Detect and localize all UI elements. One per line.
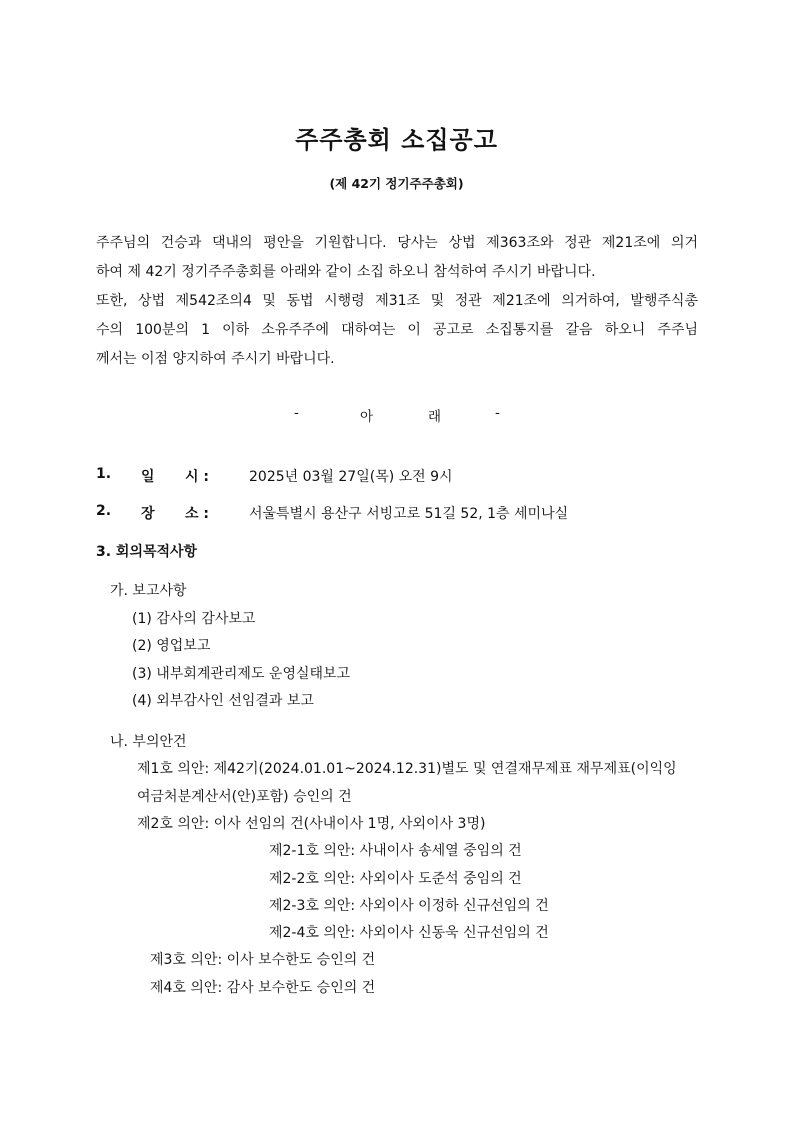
report-item: (2) 영업보고 [132, 638, 211, 654]
agenda-item-4: 제4호 의안: 감사 보수한도 승인의 건 [150, 980, 376, 996]
intro-line: 하여 제 42기 정기주주총회를 아래와 같이 소집 하오니 참석하여 주시기 바랍니다. [96, 264, 596, 280]
intro-line: 수의 100분의 1 이하 소유주주에 대하여는 이 공고로 소집통지를 갈음 하오니 주주님 [96, 322, 698, 338]
section-heading: 3. 회의목적사항 [96, 544, 198, 560]
item-label-part: 일 [141, 469, 155, 485]
intro-line: 께서는 이점 양지하여 주시기 바랍니다. [96, 351, 335, 367]
below-heading-dash-left: - [294, 405, 299, 421]
meeting-place: 서울특별시 용산구 서빙고로 51길 52, 1층 세미나실 [249, 506, 569, 522]
intro-paragraph [96, 229, 698, 374]
page-subtitle: (제 42기 정기주주총회) [329, 176, 464, 191]
agenda-sub-item: 제2-4호 의안: 사외이사 신동욱 신규선임의 건 [269, 925, 549, 941]
below-heading-char-1: 아 [360, 409, 374, 425]
reports-heading: 가. 보고사항 [110, 583, 187, 599]
page-title: 주주총회 소집공고 [295, 126, 498, 154]
meeting-date: 2025년 03월 27일(목) 오전 9시 [249, 469, 453, 485]
intro-line: 주주님의 건승과 댁내의 평안을 기원합니다. 당사는 상법 제363조와 정관 제21조에 의거 [96, 235, 698, 251]
below-heading-char-2: 래 [428, 409, 442, 425]
below-heading-dash-right: - [495, 405, 500, 421]
agenda-item-1: 제1호 의안: 제42기(2024.01.01~2024.12.31)별도 및 연결재무제표 재무제표(이익잉 [137, 761, 677, 777]
report-item: (3) 내부회계관리제도 운영실태보고 [132, 666, 351, 682]
agenda-item-1-continued: 여금처분계산서(안)포함) 승인의 건 [137, 789, 352, 805]
agenda-sub-item: 제2-2호 의안: 사외이사 도준석 중임의 건 [269, 871, 522, 887]
item-label-part: 시 : [185, 469, 209, 485]
agenda-item-3: 제3호 의안: 이사 보수한도 승인의 건 [150, 952, 376, 968]
agenda-item-2: 제2호 의안: 이사 선임의 건(사내이사 1명, 사외이사 3명) [137, 816, 486, 832]
item-number: 2. [96, 503, 112, 519]
item-label-part: 장 [141, 506, 155, 522]
item-label-part: 소 : [185, 506, 209, 522]
agenda-heading: 나. 부의안건 [110, 734, 187, 750]
intro-line: 또한, 상법 제542조의4 및 동법 시행령 제31조 및 정관 제21조에 의거하여, 발행주식총 [96, 293, 698, 309]
report-item: (4) 외부감사인 선임결과 보고 [132, 693, 314, 709]
item-number: 1. [96, 466, 112, 482]
report-item: (1) 감사의 감사보고 [132, 611, 256, 627]
agenda-sub-item: 제2-1호 의안: 사내이사 송세열 중임의 건 [269, 843, 522, 859]
agenda-sub-item: 제2-3호 의안: 사외이사 이정하 신규선임의 건 [269, 898, 549, 914]
